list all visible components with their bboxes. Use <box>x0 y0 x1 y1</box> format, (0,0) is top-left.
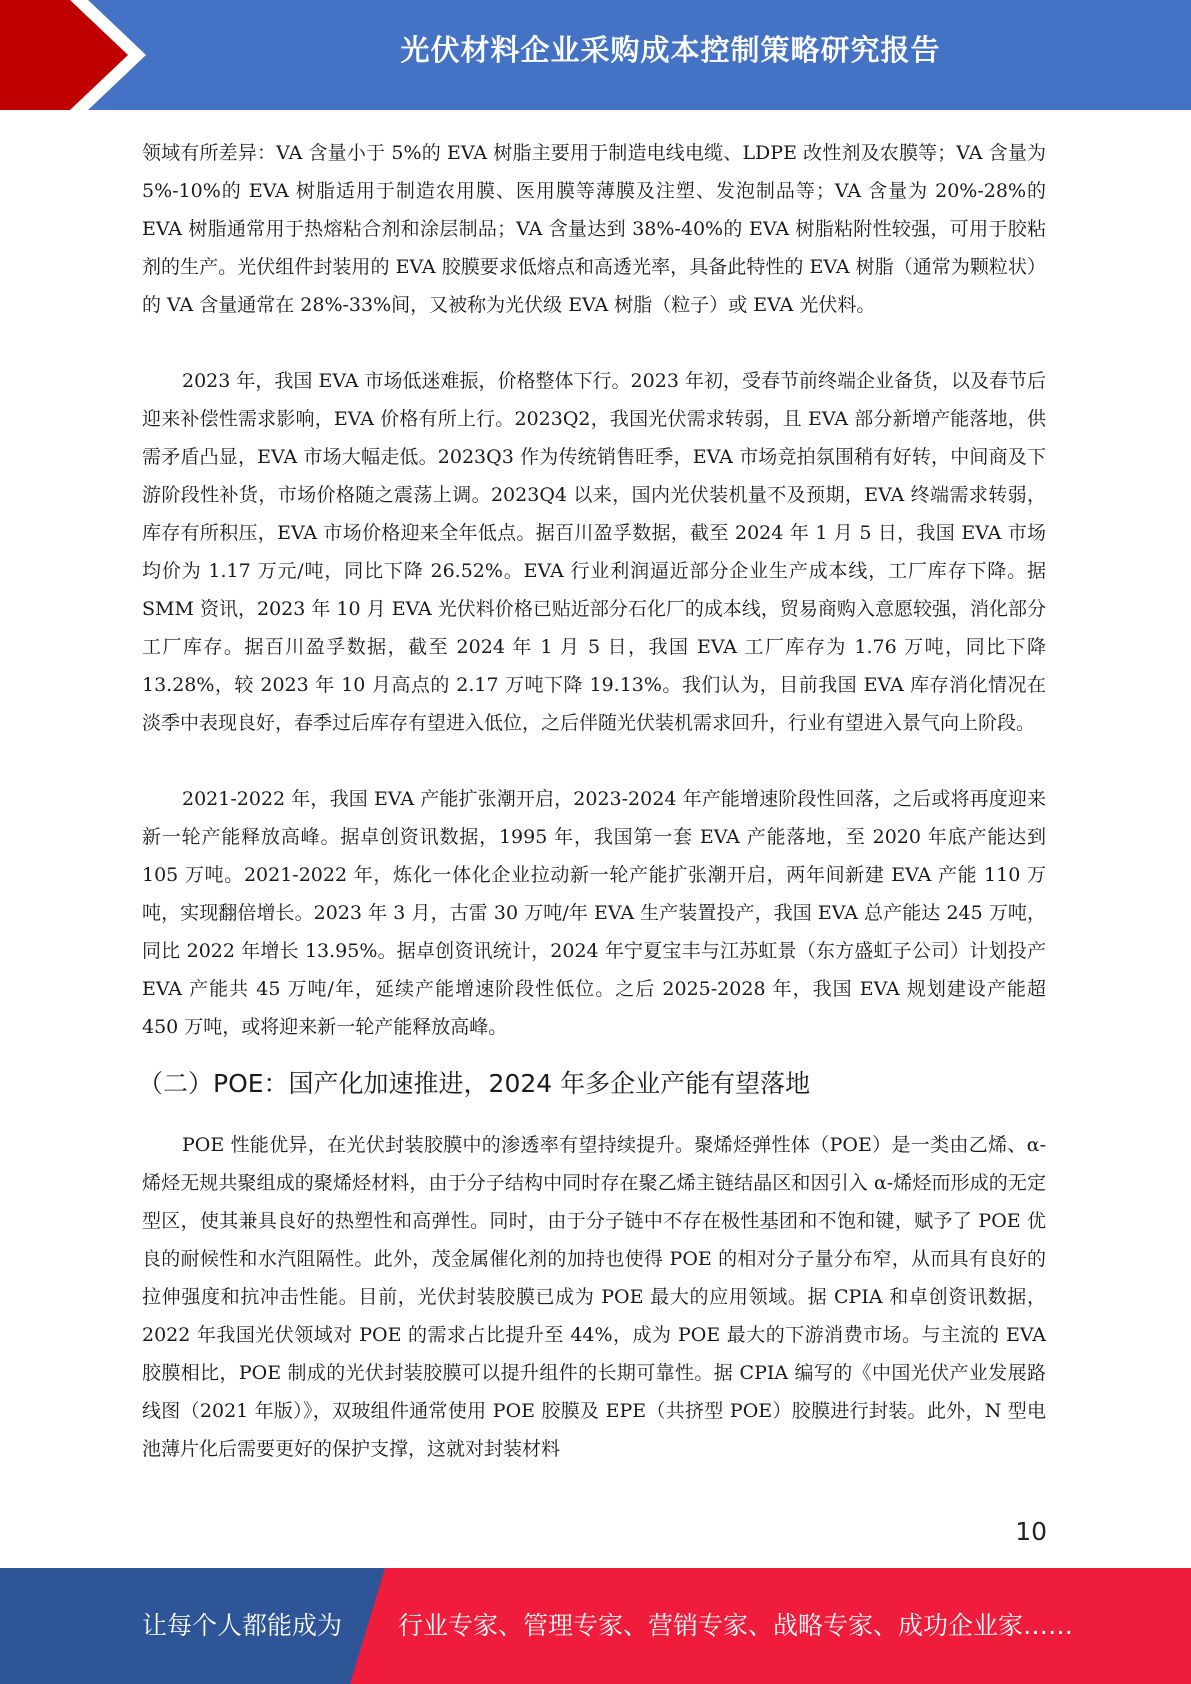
paragraph-2: 2023 年，我国 EVA 市场低迷难振，价格整体下行。2023 年初，受春节前终端企业备货，以及春节后迎来补偿性需求影响，EVA 价格有所上行。2023Q2，我国光伏需求转弱，且 EVA 部分新增产能落地，供需矛盾凸显，EVA 市场大幅走低。2023Q3 作为传统销售旺季，EVA 市场竞拍氛围稍有好转，中间商及下游阶段性补货，市场价格随之震荡上调。2023Q4 以来，国内光伏装机量不及预期，EVA 终端需求转弱，库存有所积压，EVA 市场价格迎来全年低点。据百川盈孚数据，截至 2024 年 1 月 5 日，我国 EVA 市场均价为 1.17 万元/吨，同比下降 26.52%。EVA 行业利润逼近部分企业生产成本线，工厂库存下降。据 SMM 资讯，2023 年 10 月 EVA 光伏料价格已贴近部分石化厂的成本线，贸易商购入意愿较强，消化部分工厂库存。据百川盈孚数据，截至 2024 年 1 月 5 日，我国 EVA 工厂库存为 1.76 万吨，同比下降 13.28%，较 2023 年 10 月高点的 2.17 万吨下降 19.13%。我们认为，目前我国 EVA 库存消化情况在淡季中表现良好，春季过后库存有望进入低位，之后伴随光伏装机需求回升，行业有望进入景气向上阶段。 <box>142 370 1046 734</box>
page-number: 10 <box>1015 1517 1047 1546</box>
report-title: 光伏材料企业采购成本控制策略研究报告 <box>400 33 941 67</box>
section-heading: （二）POE：国产化加速推进，2024 年多企业产能有望落地 <box>138 1069 811 1098</box>
page-header <box>0 0 1191 110</box>
footer-slogan-right: 行业专家、管理专家、营销专家、战略专家、成功企业家…… <box>398 1611 1074 1640</box>
footer-slogan-left: 让每个人都能成为 <box>142 1611 343 1640</box>
document-body <box>138 134 1046 1468</box>
page-footer <box>0 1568 1191 1684</box>
paragraph-3: 2021-2022 年，我国 EVA 产能扩张潮开启，2023-2024 年产能增速阶段性回落，之后或将再度迎来新一轮产能释放高峰。据卓创资讯数据，1995 年，我国第一套 EVA 产能落地，至 2020 年底产能达到 105 万吨。2021-2022 年，炼化一体化企业拉动新一轮产能扩张潮开启，两年间新建 EVA 产能 110 万吨，实现翻倍增长。2023 年 3 月，古雷 30 万吨/年 EVA 生产装置投产，我国 EVA 总产能达 245 万吨，同比 2022 年增长 13.95%。据卓创资讯统计，2024 年宁夏宝丰与江苏虹景（东方盛虹子公司）计划投产 EVA 产能共 45 万吨/年，延续产能增速阶段性低位。之后 2025-2028 年，我国 EVA 规划建设产能超 450 万吨，或将迎来新一轮产能释放高峰。 <box>142 788 1046 1038</box>
chevron-arrow-icon <box>0 0 150 110</box>
section-paragraph: POE 性能优异，在光伏封装胶膜中的渗透率有望持续提升。聚烯烃弹性体（POE）是一类由乙烯、α-烯烃无规共聚组成的聚烯烃材料，由于分子结构中同时存在聚乙烯主链结晶区和因引入 α-烯烃而形成的无定型区，使其兼具良好的热塑性和高弹性。同时，由于分子链中不存在极性基团和不饱和键，赋予了 POE 优良的耐候性和水汽阻隔性。此外，茂金属催化剂的加持也使得 POE 的相对分子量分布窄，从而具有良好的拉伸强度和抗冲击性能。目前，光伏封装胶膜已成为 POE 最大的应用领域。据 CPIA 和卓创资讯数据，2022 年我国光伏领域对 POE 的需求占比提升至 44%，成为 POE 最大的下游消费市场。与主流的 EVA 胶膜相比，POE 制成的光伏封装胶膜可以提升组件的长期可靠性。据 CPIA 编写的《中国光伏产业发展路线图（2021 年版）》，双玻组件通常使用 POE 胶膜及 EPE（共挤型 POE）胶膜进行封装。此外，N 型电池薄片化后需要更好的保护支撑，这就对封装材料 <box>142 1134 1046 1460</box>
paragraph-1: 领域有所差异：VA 含量小于 5%的 EVA 树脂主要用于制造电线电缆、LDPE 改性剂及农膜等；VA 含量为 5%-10%的 EVA 树脂适用于制造农用膜、医用膜等薄膜及注塑、发泡制品等；VA 含量为 20%-28%的 EVA 树脂通常用于热熔粘合剂和涂层制品；VA 含量达到 38%-40%的 EVA 树脂粘附性较强，可用于胶粘剂的生产。光伏组件封装用的 EVA 胶膜要求低熔点和高透光率，具备此特性的 EVA 树脂（通常为颗粒状）的 VA 含量通常在 28%-33%间，又被称为光伏级 EVA 树脂（粒子）或 EVA 光伏料。 <box>142 142 1046 316</box>
